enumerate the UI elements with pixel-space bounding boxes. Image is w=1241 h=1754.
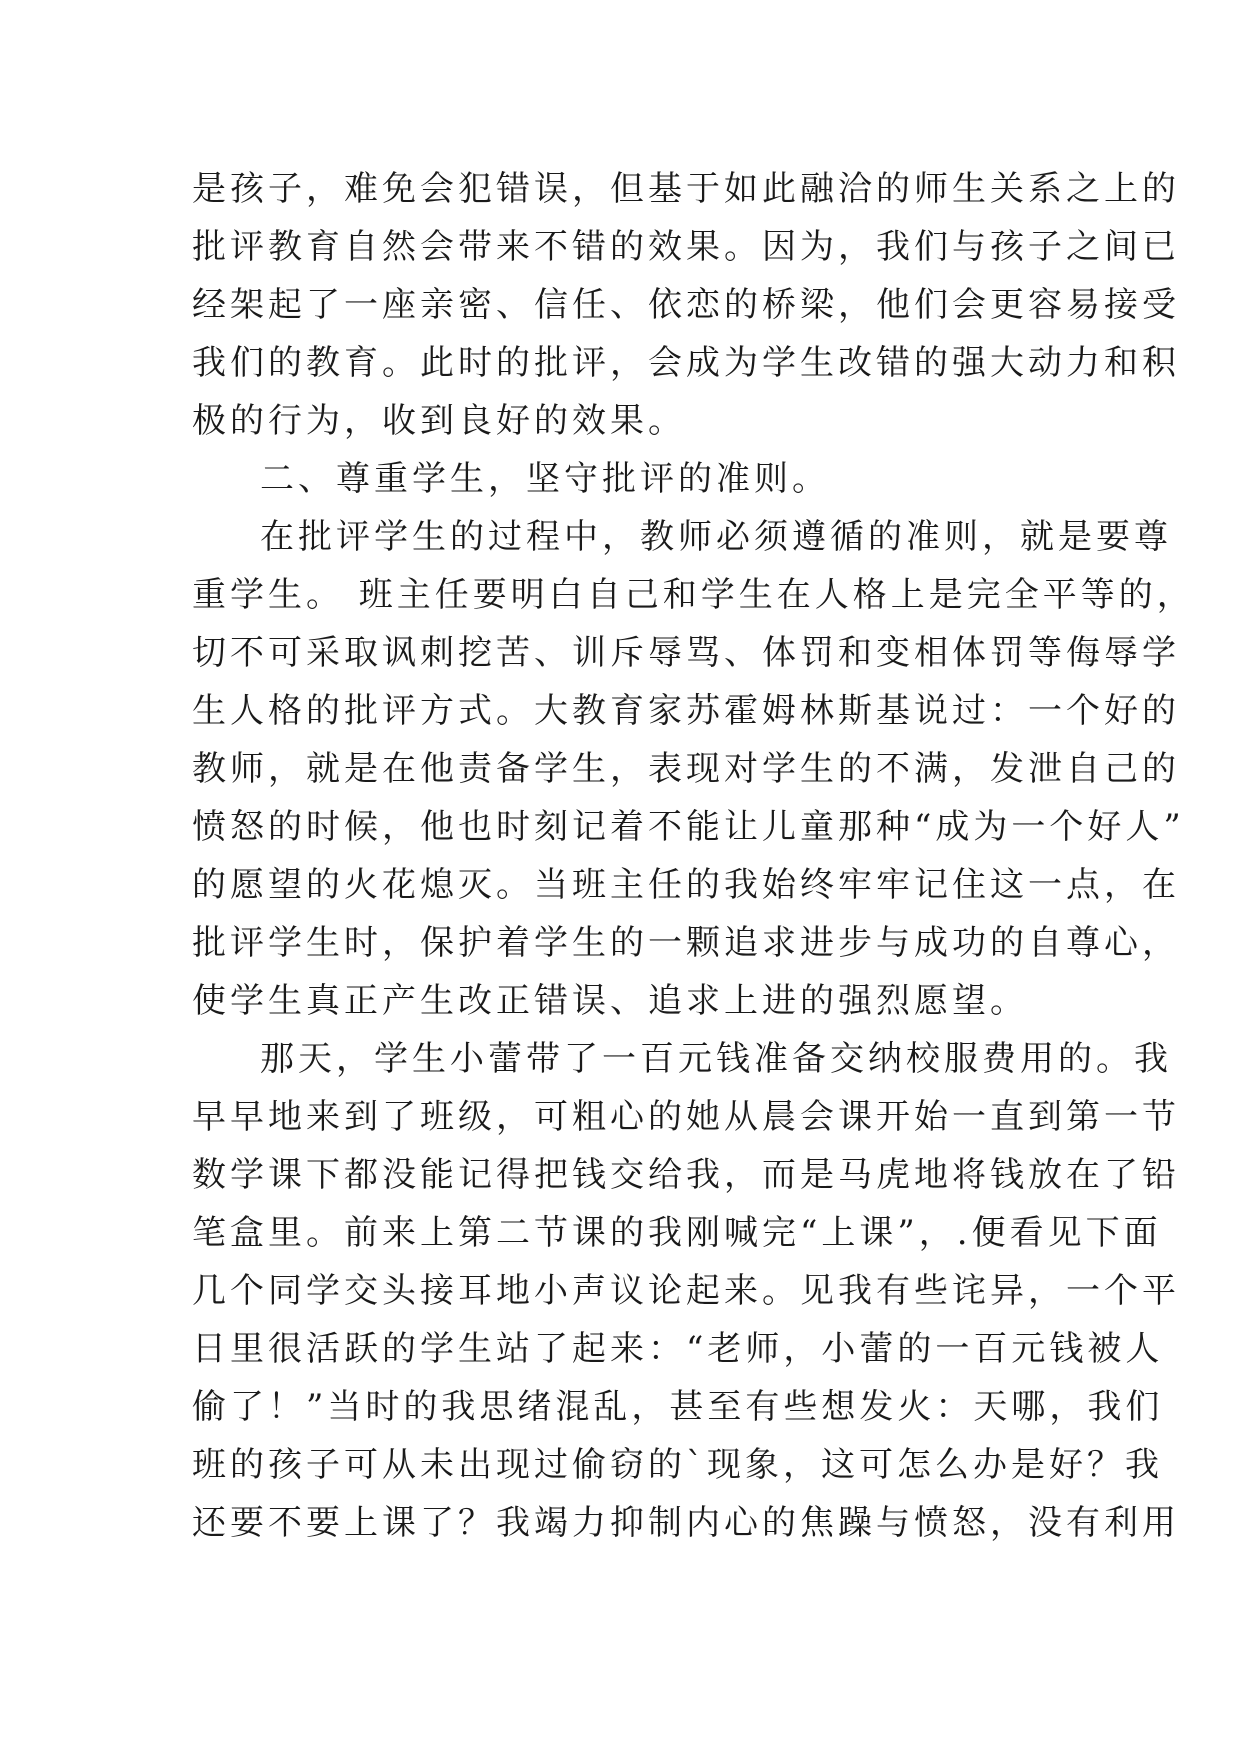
text-line: 切不可采取讽刺挖苦、训斥辱骂、体罚和变相体罚等侮辱学 xyxy=(192,633,1180,673)
text-line: 批评学生时，保护着学生的一颗追求进步与成功的自尊心， xyxy=(192,923,1180,963)
text-line: 批评教育自然会带来不错的效果。因为，我们与孩子之间已 xyxy=(192,227,1180,267)
text-line: 重学生。 班主任要明白自己和学生在人格上是完全平等的， xyxy=(192,575,1195,615)
text-line: 笔盒里。前来上第二节课的我刚喊完“上课”，.便看见下面 xyxy=(192,1213,1162,1253)
text-line: 班的孩子可从未出现过偷窃的`现象，这可怎么办是好？我 xyxy=(192,1445,1163,1485)
text-line: 日里很活跃的学生站了起来：“老师，小蕾的一百元钱被人 xyxy=(192,1329,1164,1369)
text-line: 经架起了一座亲密、信任、依恋的桥梁，他们会更容易接受 xyxy=(192,285,1180,325)
text-line: 是孩子，难免会犯错误，但基于如此融洽的师生关系之上的 xyxy=(192,169,1180,209)
text-line: 数学课下都没能记得把钱交给我，而是马虎地将钱放在了铅 xyxy=(192,1155,1180,1195)
text-line: 还要不要上课了？我竭力抑制内心的焦躁与愤怒，没有利用 xyxy=(192,1503,1180,1543)
text-line: 的愿望的火花熄灭。当班主任的我始终牢牢记住这一点，在 xyxy=(192,865,1180,905)
text-line: 在批评学生的过程中，教师必须遵循的准则，就是要尊 xyxy=(260,517,1172,557)
body-text xyxy=(192,160,1195,1552)
text-line: 那天，学生小蕾带了一百元钱准备交纳校服费用的。我 xyxy=(260,1039,1172,1079)
text-line: 几个同学交头接耳地小声议论起来。见我有些诧异，一个平 xyxy=(192,1271,1180,1311)
section-heading: 二、尊重学生，坚守批评的准则。 xyxy=(260,459,830,499)
text-line: 使学生真正产生改正错误、追求上进的强烈愿望。 xyxy=(192,981,1028,1021)
text-line: 我们的教育。此时的批评，会成为学生改错的强大动力和积 xyxy=(192,343,1180,383)
text-line: 愤怒的时候，他也时刻记着不能让儿童那种“成为一个好人” xyxy=(192,807,1185,847)
text-line: 教师，就是在他责备学生，表现对学生的不满，发泄自己的 xyxy=(192,749,1180,789)
text-line: 早早地来到了班级，可粗心的她从晨会课开始一直到第一节 xyxy=(192,1097,1180,1137)
text-line: 极的行为，收到良好的效果。 xyxy=(192,401,686,441)
text-line: 生人格的批评方式。大教育家苏霍姆林斯基说过：一个好的 xyxy=(192,691,1180,731)
text-line: 偷了！”当时的我思绪混乱，甚至有些想发火：天哪，我们 xyxy=(192,1387,1164,1427)
